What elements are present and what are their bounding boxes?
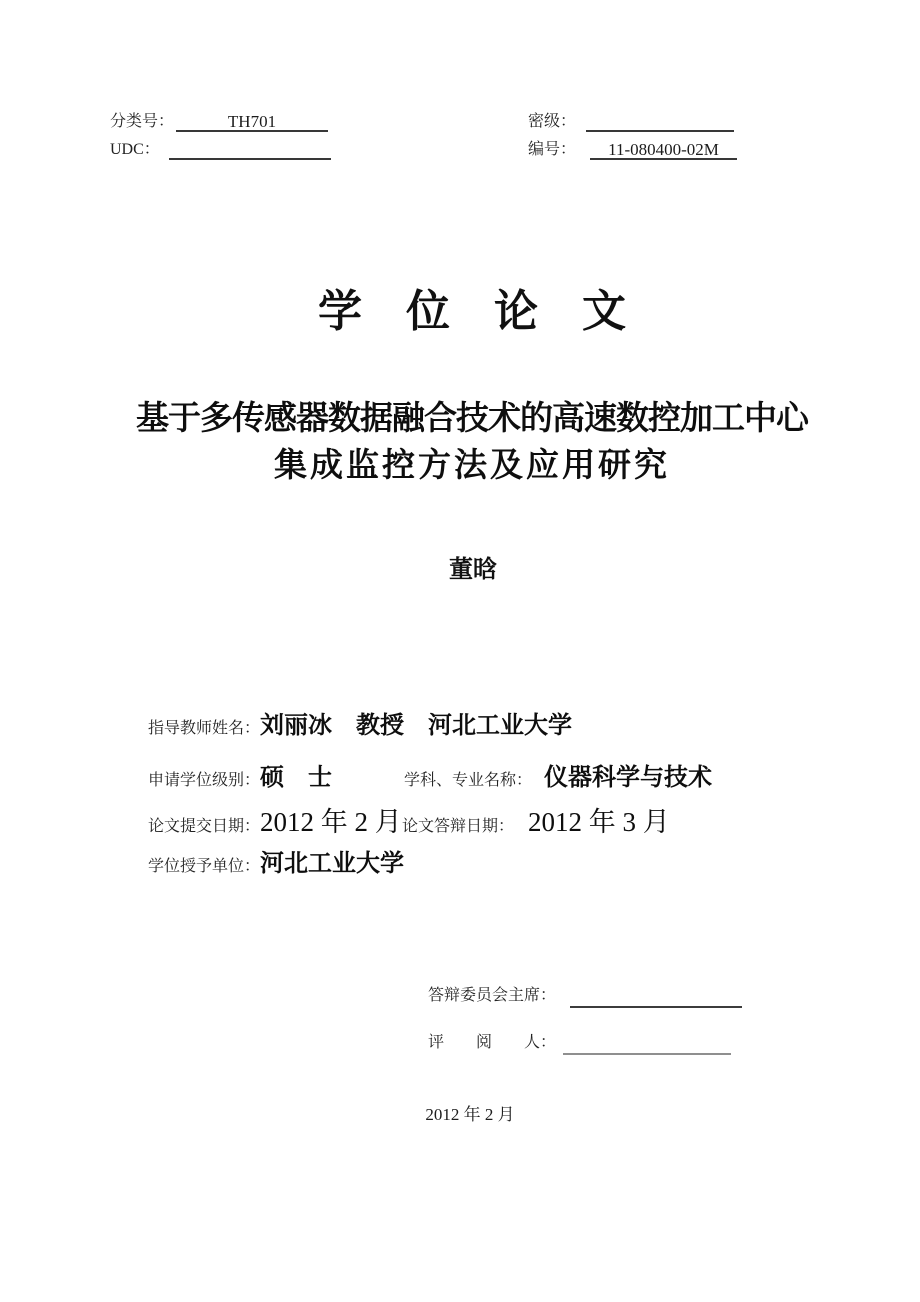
committee-chair-field bbox=[428, 984, 742, 1008]
author-name: 董晗 bbox=[449, 556, 497, 583]
degree-level-value: 硕 士 bbox=[260, 764, 332, 791]
thesis-dates-row bbox=[148, 800, 670, 839]
committee-chair-label: 答辩委员会主席： bbox=[428, 987, 557, 1004]
advisor-row bbox=[148, 705, 572, 740]
classification-value: TH701 bbox=[176, 111, 328, 132]
thesis-title bbox=[0, 396, 920, 490]
reviewer-label: 评 阅 人： bbox=[428, 1034, 557, 1051]
reviewer-field bbox=[428, 1031, 731, 1055]
udc-value bbox=[169, 139, 331, 160]
degree-document-title: 学 位 论 文 bbox=[318, 287, 626, 336]
major-value: 仪器科学与技术 bbox=[544, 764, 712, 791]
security-level-label: 密级： bbox=[528, 113, 577, 130]
serial-number-label: 编号： bbox=[528, 141, 577, 158]
advisor-label: 指导教师姓名： bbox=[148, 720, 261, 737]
thesis-title-line2: 集成监控方法及应用研究 bbox=[274, 448, 670, 484]
submit-date-value: 2012 年 2 月 bbox=[260, 807, 402, 837]
institution-label: 学位授予单位： bbox=[148, 858, 261, 875]
institution-value: 河北工业大学 bbox=[260, 850, 404, 877]
footer-date: 2012 年 2 月 bbox=[425, 1105, 515, 1124]
submit-date-label: 论文提交日期： bbox=[148, 818, 261, 835]
security-level-value bbox=[586, 111, 734, 132]
reviewer-signature-line bbox=[563, 1031, 731, 1055]
thesis-title-line1: 基于多传感器数据融合技术的高速数控加工中心 bbox=[136, 401, 808, 437]
security-level-field bbox=[528, 111, 734, 132]
udc-label: UDC： bbox=[110, 141, 160, 158]
serial-number-field bbox=[528, 139, 737, 160]
degree-level-label: 申请学位级别： bbox=[148, 772, 261, 789]
committee-chair-signature-line bbox=[570, 984, 742, 1008]
defense-date-label: 论文答辩日期： bbox=[402, 818, 515, 835]
defense-date-value: 2012 年 3 月 bbox=[528, 807, 670, 837]
degree-level-major-row bbox=[148, 757, 712, 792]
advisor-value: 刘丽冰 教授 河北工业大学 bbox=[260, 712, 572, 739]
major-label: 学科、专业名称： bbox=[404, 772, 533, 789]
degree-institution-row bbox=[148, 843, 404, 878]
udc-field bbox=[110, 139, 331, 160]
serial-number-value: 11-080400-02M bbox=[590, 139, 737, 160]
classification-field bbox=[110, 111, 328, 132]
classification-label: 分类号： bbox=[110, 113, 175, 130]
